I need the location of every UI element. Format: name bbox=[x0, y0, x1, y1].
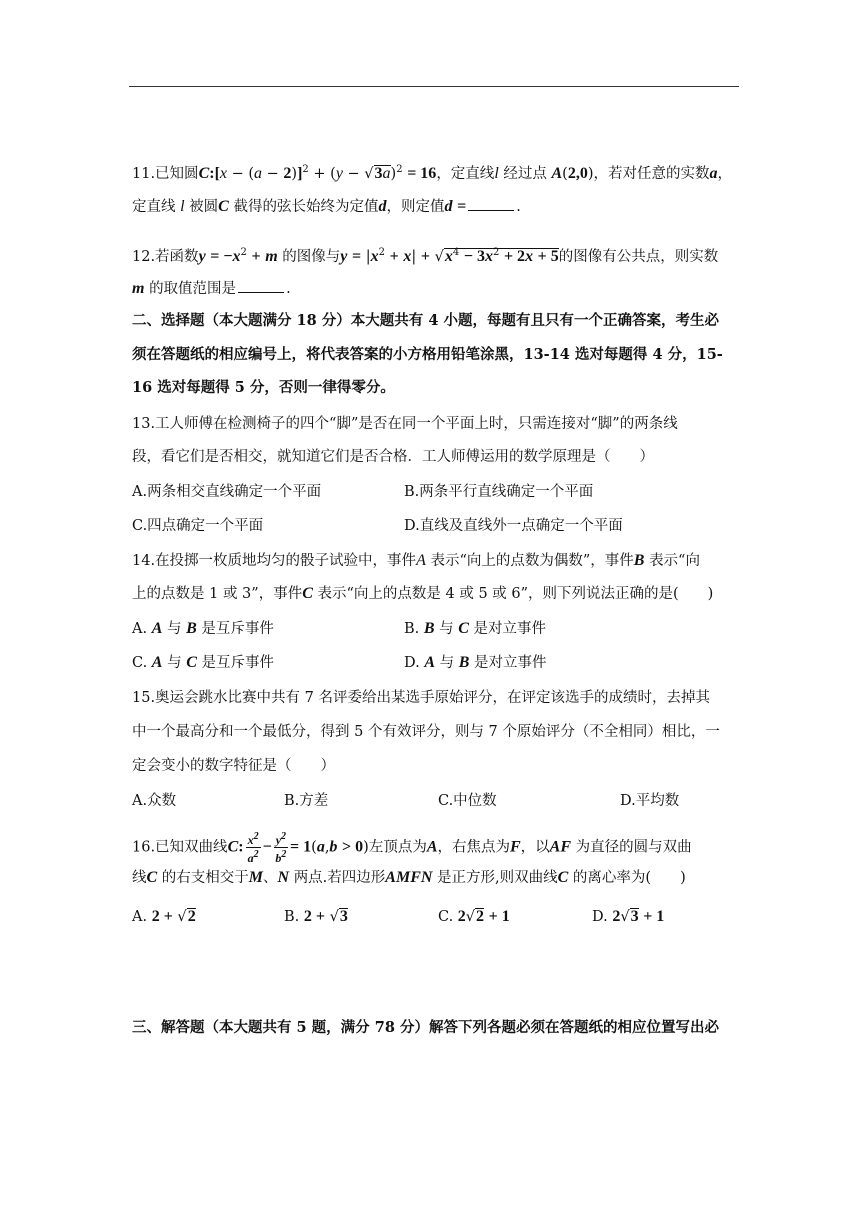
q16-option-b[interactable]: B. 2 + √3 bbox=[284, 908, 348, 925]
header-rule bbox=[129, 86, 739, 87]
q16-option-d[interactable]: D. 2√3 + 1 bbox=[592, 908, 665, 925]
q15-option-d[interactable]: D.平均数 bbox=[620, 793, 680, 809]
q12-line2: m 的取值范围是 . bbox=[132, 280, 291, 297]
q14-option-b[interactable]: B. B 与 C 是对立事件 bbox=[404, 620, 547, 637]
section2-line3: 16 选对每题得 5 分，否则一律得零分。 bbox=[132, 379, 395, 396]
q12-line1: 12.若函数$y = -x^2 + m$ 的图像与$y = |x^2 + x| + √x^4 - 3x^2 + 2x + 5$的图像有公共点，则实数 bbox=[132, 247, 719, 265]
section2-line1: 二、选择题（本大题满分 18 分）本大题共有 4 小题，每题有且只有一个正确答案，考生必 bbox=[132, 312, 719, 329]
q13-line2: 段，看它们是否相交，就知道它们是否合格．工人师傅运用的数学原理是（ ） bbox=[132, 449, 654, 465]
q16-option-a[interactable]: A. 2 + √2 bbox=[132, 908, 196, 925]
q16-option-c[interactable]: C. 2√2 + 1 bbox=[438, 908, 510, 925]
q14-option-c[interactable]: C. A 与 C 是互斥事件 bbox=[132, 654, 274, 671]
q12-answer-blank[interactable] bbox=[238, 280, 284, 293]
q11-line2: 定直线 l 被圆C 截得的弦长始终为定值d，则定值d = . bbox=[132, 198, 521, 215]
q15-line2: 中一个最高分和一个最低分，得到 5 个有效评分，则与 7 个原始评分（不全相同）相比，一 bbox=[132, 724, 720, 740]
q15-line3: 定会变小的数字特征是（ ） bbox=[132, 758, 335, 774]
q14-line2: 上的点数是 1 或 3”，事件C 表示“向上的点数是 4 或 5 或 6”，则下列说法正确的是( ) bbox=[132, 585, 714, 602]
q11-line1: 11.已知圆C:[x − $(a - 2)]^2 + (y - √3a)^2 = 16$，定直线l 经过点 A(2,0)，若对任意的实数a， bbox=[132, 164, 732, 182]
q13-option-a[interactable]: A.两条相交直线确定一个平面 bbox=[132, 484, 322, 500]
q13-option-c[interactable]: C.四点确定一个平面 bbox=[132, 518, 264, 534]
q13-option-b[interactable]: B.两条平行直线确定一个平面 bbox=[404, 484, 594, 500]
q11-answer-blank[interactable] bbox=[468, 198, 514, 211]
q15-option-b[interactable]: B.方差 bbox=[284, 793, 329, 809]
section3-line1: 三、解答题（本大题共有 5 题，满分 78 分）解答下列各题必须在答题纸的相应位置写出必 bbox=[132, 1019, 719, 1036]
q14-option-a[interactable]: A. A 与 B 是互斥事件 bbox=[132, 620, 274, 637]
q13-option-d[interactable]: D.直线及直线外一点确定一个平面 bbox=[404, 518, 623, 534]
section2-line2: 须在答题纸的相应编号上，将代表答案的小方格用铅笔涂黑，13-14 选对每题得 4 分，15- bbox=[132, 346, 723, 363]
q16-line1: 16.已知双曲线C: $\frac{x^2}{a^2}$ − $\frac{y^2}{b^2}$ = 1(a,b > 0)左顶点为A，右焦点为F，以AF 为直径的圆与双曲 bbox=[132, 831, 692, 865]
q15-option-c[interactable]: C.中位数 bbox=[438, 793, 497, 809]
q15-option-a[interactable]: A.众数 bbox=[132, 793, 177, 809]
q14-line1: 14.在投掷一枚质地均匀的骰子试验中，事件A 表示“向上的点数为偶数”，事件B 表示“向 bbox=[132, 552, 700, 569]
q15-line1: 15.奥运会跳水比赛中共有 7 名评委给出某选手原始评分，在评定该选手的成绩时，去掉其 bbox=[132, 690, 710, 706]
q16-line2: 线C 的右支相交于M、N 两点.若四边形AMFN 是正方形,则双曲线C 的离心率为( ) bbox=[132, 869, 686, 886]
q14-option-d[interactable]: D. A 与 B 是对立事件 bbox=[404, 654, 547, 671]
q13-line1: 13.工人师傅在检测椅子的四个“脚”是否在同一个平面上时，只需连接对“脚”的两条线 bbox=[132, 416, 678, 432]
